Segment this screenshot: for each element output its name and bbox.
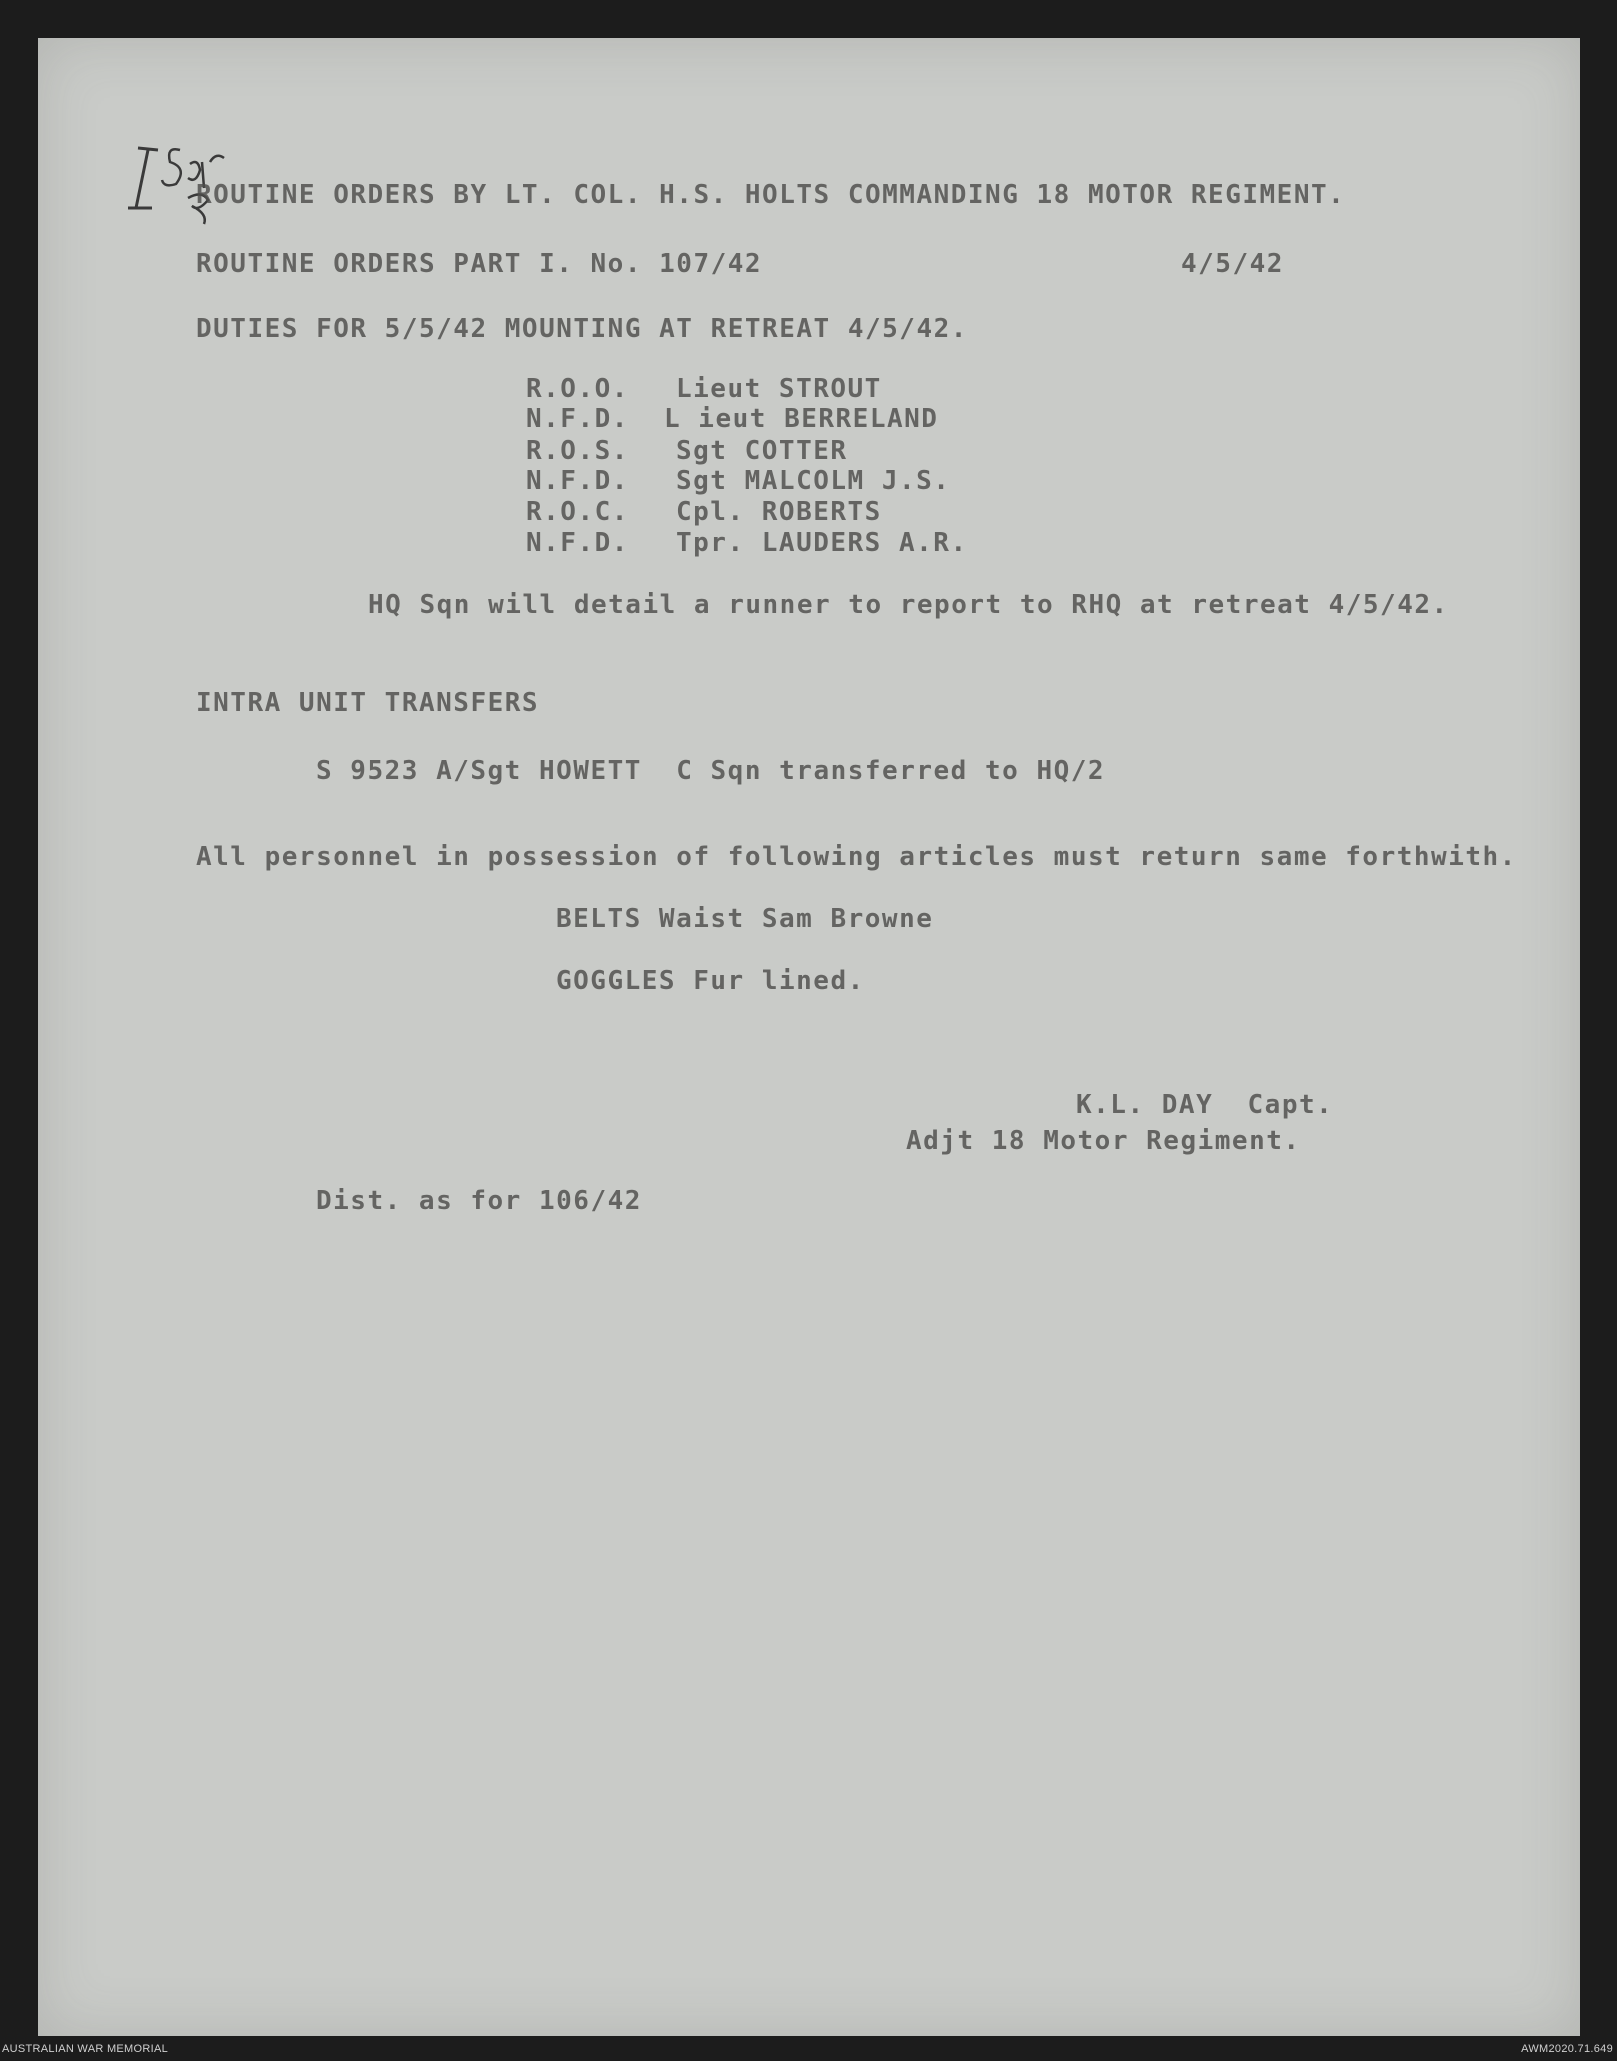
orders-date: 4/5/42 xyxy=(1181,249,1284,279)
duty-code: N.F.D. xyxy=(526,466,629,496)
articles-note: All personnel in possession of following articles must return same forthwith. xyxy=(196,842,1517,872)
footer-accession-number: AWM2020.71.649 xyxy=(1521,2043,1613,2055)
document-page xyxy=(38,38,1580,2036)
duty-row xyxy=(526,497,882,527)
duty-code: R.O.C. xyxy=(526,497,629,527)
runner-note: HQ Sqn will detail a runner to report to RHQ at retreat 4/5/42. xyxy=(368,590,1449,620)
article-item: BELTS Waist Sam Browne xyxy=(556,904,934,934)
duty-officer: Sgt COTTER xyxy=(676,436,848,466)
duty-row xyxy=(526,404,938,434)
transfers-heading: INTRA UNIT TRANSFERS xyxy=(196,688,540,718)
orders-part-number: ROUTINE ORDERS PART I. No. 107/42 xyxy=(196,249,763,279)
duty-code: R.O.O. xyxy=(526,374,629,404)
duty-row xyxy=(526,528,968,558)
transfer-line: S 9523 A/Sgt HOWETT C Sqn transferred to HQ/2 xyxy=(316,756,1106,786)
signatory-title: Adjt 18 Motor Regiment. xyxy=(906,1126,1301,1156)
duty-officer: Cpl. ROBERTS xyxy=(676,497,882,527)
duty-row xyxy=(526,436,848,466)
footer-institution: AUSTRALIAN WAR MEMORIAL xyxy=(2,2043,169,2055)
signatory-name: K.L. DAY Capt. xyxy=(1076,1090,1334,1120)
duty-code: N.F.D. xyxy=(526,404,629,434)
duties-heading: DUTIES FOR 5/5/42 MOUNTING AT RETREAT 4/5/42. xyxy=(196,314,968,344)
duty-officer: Lieut STROUT xyxy=(676,374,882,404)
duty-officer: L ieut BERRELAND xyxy=(664,404,939,434)
duty-code: R.O.S. xyxy=(526,436,629,466)
order-heading: ROUTINE ORDERS BY LT. COL. H.S. HOLTS COMMANDING 18 MOTOR REGIMENT. xyxy=(196,180,1346,210)
distribution-note: Dist. as for 106/42 xyxy=(316,1186,642,1216)
duty-row xyxy=(526,466,950,496)
duty-row xyxy=(526,374,882,404)
duty-officer: Tpr. LAUDERS A.R. xyxy=(676,528,968,558)
duty-officer: Sgt MALCOLM J.S. xyxy=(676,466,951,496)
duty-code: N.F.D. xyxy=(526,528,629,558)
article-item: GOGGLES Fur lined. xyxy=(556,966,865,996)
